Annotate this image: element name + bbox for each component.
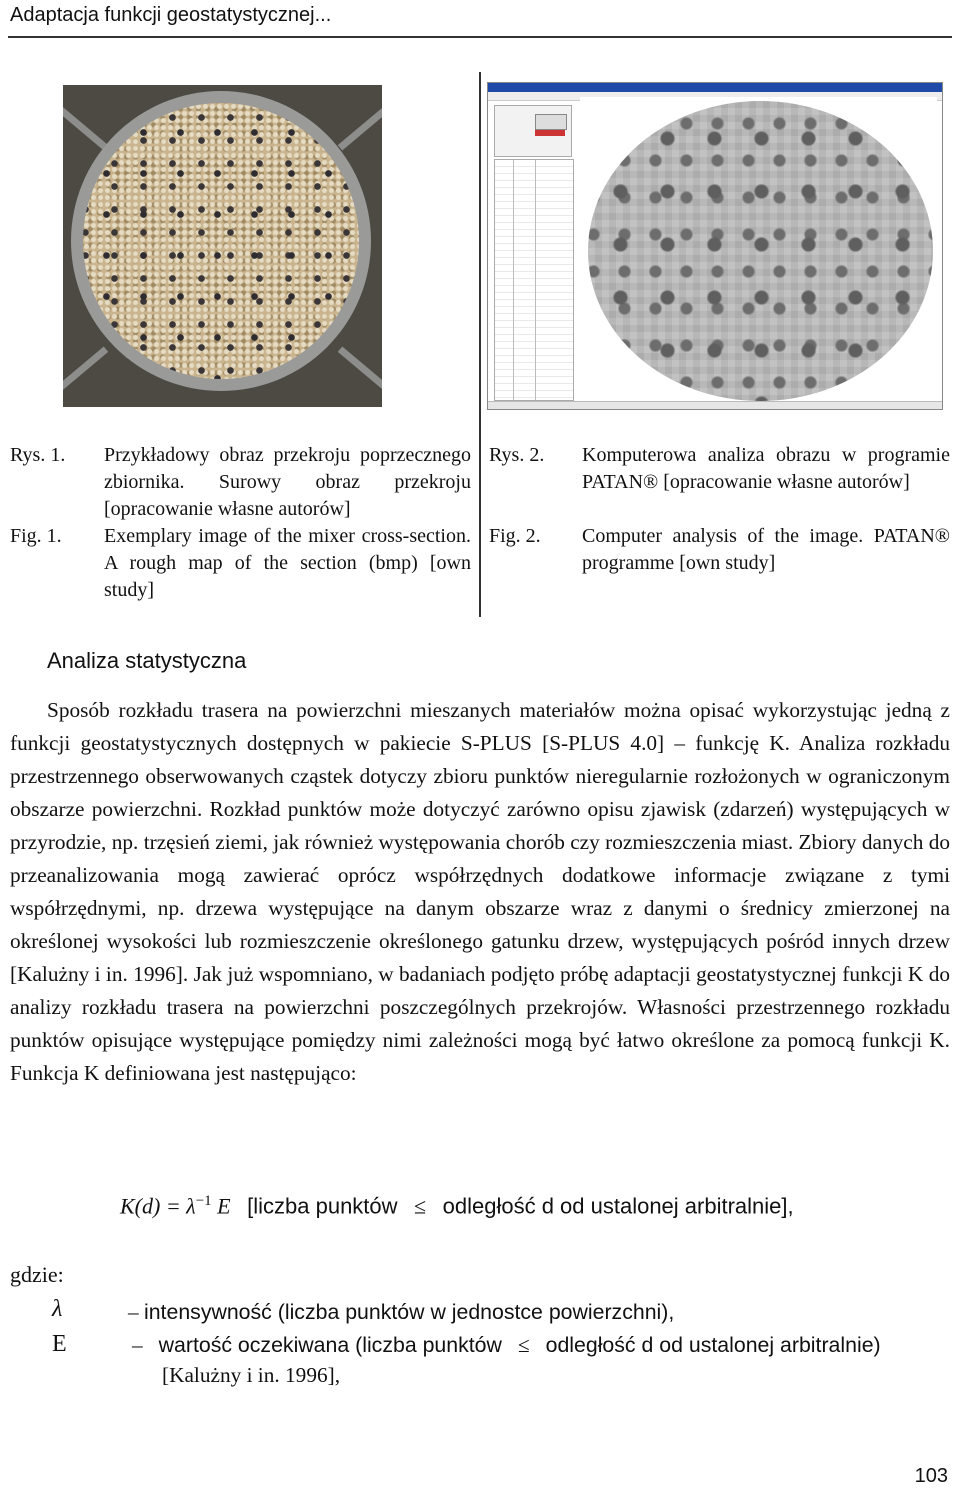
paragraph-text: Sposób rozkładu trasera na powierzchni mieszanych materiałów można opisać wykorzystując jedną z funkcji geostatystycznych dostępnych w pakiecie S-PLUS [S-PLUS 4.0] – funkcję K. Analiza rozkładu przestrzennego obserwowanych cząstek dotyczy zbioru punktów nieregularnie rozłożonych w ograniczonym obszarze powierzchni. Rozkład punktów może dotyczyć zarówno opisu zjawisk (zdarzeń) występujących w przyrodzie, np. trzęsień ziemi, jak również występowania chorób czy rozmieszczenia miast. Zbiory danych do przeanalizowania mogą zawierać oprócz współrzędnych dodatkowe informacje związane z tymi współrzędnymi, np. drzewa występujące na danym obszarze wraz z danymi o średnicy zmierzonej na określonej wysokości lub rozmieszczenie określonego gatunku drzew, występujących pośród innych drzew [Kalużny i in. 1996]. Jak już wspomniano, w badaniach podjęto próbę adaptacji geostatystycznej funkcji K do analizy rozkładu trasera na powierzchni poszczególnych przekrojów. Własności przestrzennego rozkładu punktów opisujące występujące pomiędzy nimi zależności mogą być łatwo określone za pomocą funkcji K. Funkcja K definiowana jest następująco: — [10, 698, 950, 1085]
figure1-photo — [63, 85, 382, 407]
figure2-label-en: Fig. 2. — [489, 525, 541, 547]
k-function-formula — [120, 1193, 794, 1219]
symbol-lambda: λ — [52, 1296, 63, 1322]
section-title: Analiza statystyczna — [47, 648, 247, 673]
definition-dash: – — [128, 1300, 139, 1324]
formula-exponent: −1 — [195, 1193, 212, 1209]
mixer-leg — [338, 107, 382, 151]
figure2-screenshot — [487, 82, 943, 410]
figure1-label-en: Fig. 1. — [10, 525, 62, 547]
definition-lambda — [128, 1297, 674, 1328]
column-divider — [479, 72, 481, 617]
header-rule — [8, 36, 952, 38]
definition-text: wartość oczekiwana (liczba punktów — [158, 1333, 502, 1357]
figure2-label-pl: Rys. 2. — [489, 444, 545, 466]
mixer-leg — [63, 347, 108, 391]
definition-text: intensywność (liczba punktów w jednostce powierzchni), — [143, 1300, 675, 1324]
app-titlebar — [488, 83, 942, 92]
app-statusbar — [488, 401, 942, 409]
definition-text-cont: odległość d od ustalonej arbitralnie) — [545, 1333, 881, 1357]
symbol-E: E — [52, 1331, 67, 1357]
definition-dash: – — [132, 1333, 143, 1357]
figure2-caption-pl: Komputerowa analiza obrazu w programie PATAN® [opracowanie własne autorów] — [582, 444, 950, 493]
definition-E — [132, 1330, 881, 1361]
mixer-leg — [338, 347, 382, 391]
app-button — [535, 114, 567, 130]
table-column-line — [513, 160, 514, 400]
app-image-view — [580, 97, 937, 401]
app-indicator — [535, 130, 565, 136]
definition-le: ≤ — [517, 1333, 530, 1357]
where-label: gdzie: — [10, 1262, 64, 1287]
body-paragraph — [10, 694, 950, 1090]
figure1-caption-pl: Przykładowy obraz przekroju poprzecznego zbiornika. Surowy obraz przekroju [opracowanie własne autorów] — [104, 444, 471, 520]
definition-citation: [Kalużny i in. 1996], — [162, 1363, 341, 1387]
page-number: 103 — [914, 1465, 948, 1487]
formula-rest: odległość d od ustalonej arbitralnie], — [442, 1193, 794, 1219]
formula-lhs: K(d) = λ — [120, 1193, 196, 1219]
running-title: Adaptacja funkcji geostatystycznej... — [10, 4, 332, 26]
app-data-table — [494, 159, 574, 401]
table-column-line — [535, 160, 536, 400]
formula-text: [liczba punktów — [247, 1193, 398, 1219]
formula-le: ≤ — [414, 1193, 427, 1219]
seed-surface — [83, 103, 359, 379]
pixelated-section-map — [588, 101, 933, 401]
mixer-leg — [63, 107, 108, 151]
app-control-panel — [494, 105, 572, 157]
figure1-label-pl: Rys. 1. — [10, 444, 66, 466]
figure1-caption-en: Exemplary image of the mixer cross-section. A rough map of the section (bmp) [own study] — [104, 525, 471, 601]
figure2-caption-en: Computer analysis of the image. PATAN® programme [own study] — [582, 525, 950, 574]
formula-E: E — [217, 1193, 231, 1219]
